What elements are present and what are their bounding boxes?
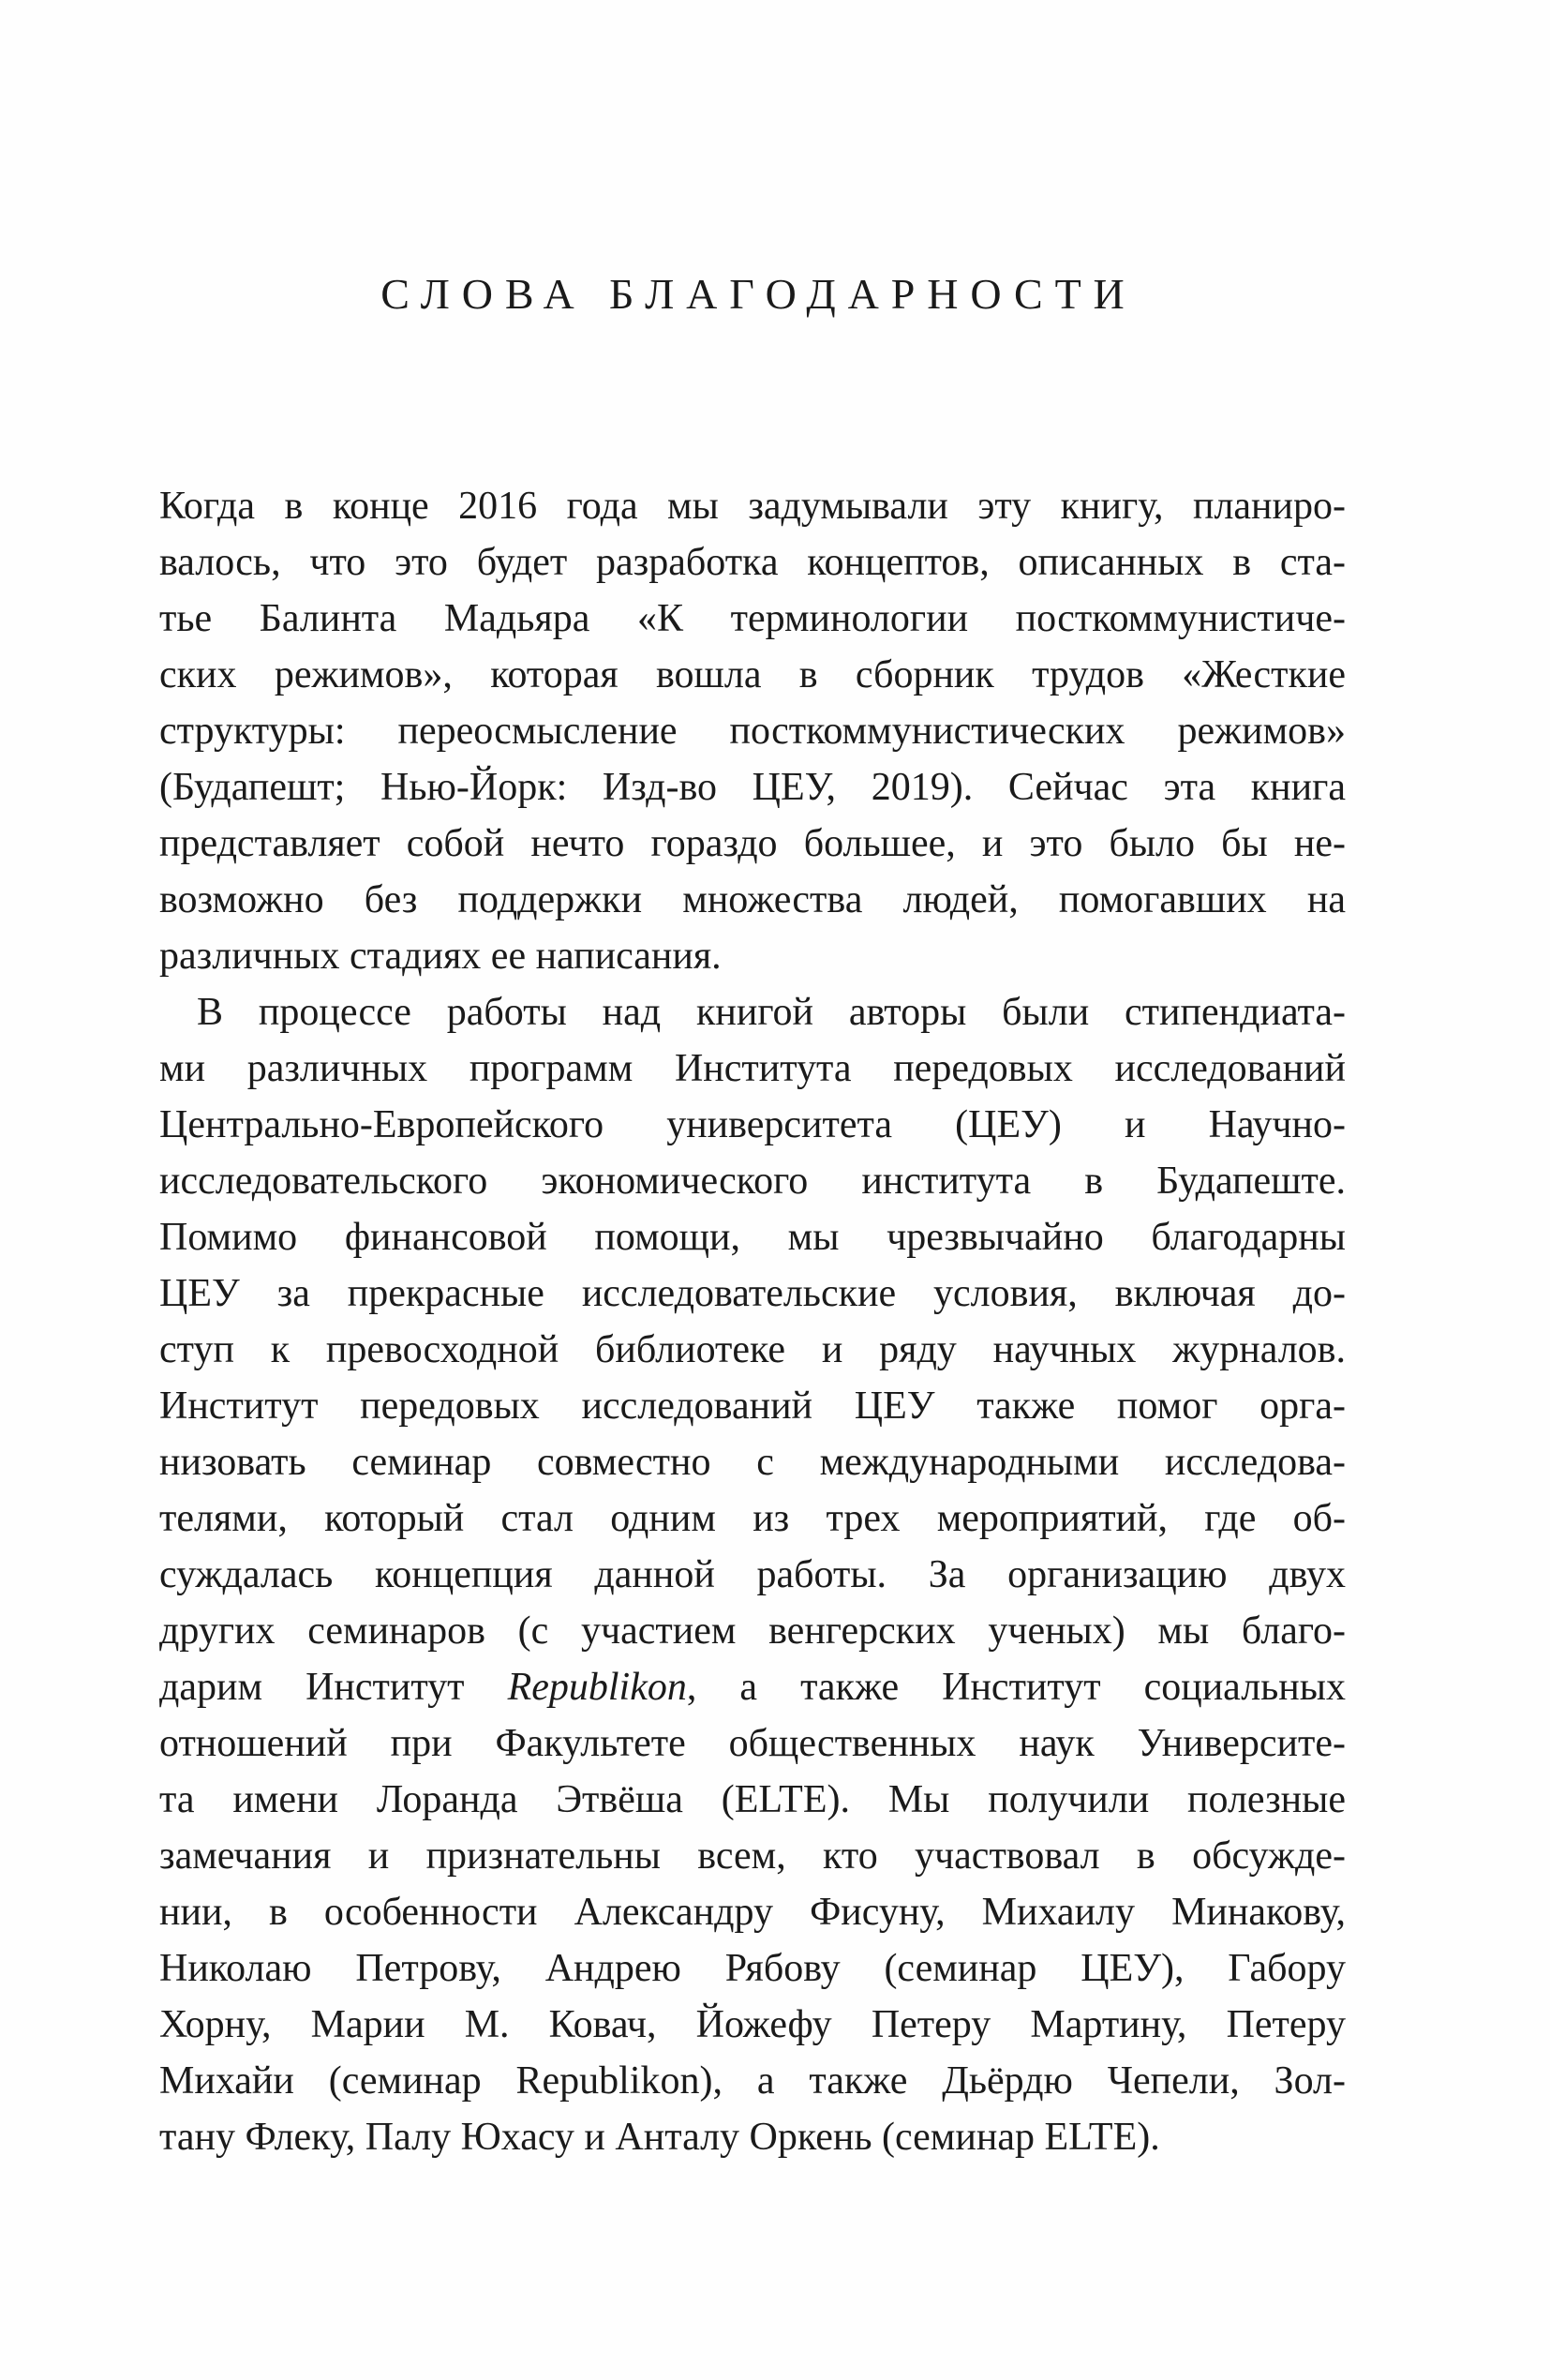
text-line: Институт передовых исследований ЦЕУ также помог орга-	[159, 1385, 1346, 1428]
text-line: Михайи (семинар Republikon), а также Дьёрдю Чепели, Зол-	[159, 2059, 1346, 2103]
text-line: та имени Лоранда Этвёша (ELTE). Мы получили полезные	[159, 1778, 1346, 1821]
text-line: тье Балинта Мадьяра «К терминологии посткоммунистиче-	[159, 597, 1346, 640]
text-line: Помимо финансовой помощи, мы чрезвычайно благодарны	[159, 1216, 1346, 1259]
paragraph	[159, 984, 1346, 2165]
text-line: валось, что это будет разработка концептов, описанных в ста-	[159, 541, 1346, 584]
text-line: В процессе работы над книгой авторы были стипендиата-	[197, 991, 1346, 1034]
text-line	[159, 1659, 1346, 1715]
text-segment: , а также Институт социальных	[686, 1666, 1346, 1709]
text-line: ми различных программ Института передовых исследований	[159, 1047, 1346, 1090]
italic-text: Republikon	[507, 1666, 687, 1709]
text-line: представляет собой нечто гораздо большее, и это было бы не-	[159, 822, 1346, 865]
page-title: СЛОВА БЛАГОДАРНОСТИ	[380, 270, 1137, 318]
text-line: исследовательского экономического института в Будапеште.	[159, 1160, 1346, 1203]
text-line: отношений при Факультете общественных наук Университе-	[159, 1722, 1346, 1765]
text-line: Хорну, Марии М. Ковач, Йожефу Петеру Мартину, Петеру	[159, 2003, 1346, 2046]
text-line: Центрально-Европейского университета (ЦЕУ) и Научно-	[159, 1103, 1346, 1146]
text-line: тану Флеку, Палу Юхасу и Анталу Оркень (семинар ELTE).	[159, 2116, 1160, 2159]
text-line: возможно без поддержки множества людей, помогавших на	[159, 878, 1346, 921]
text-line: ских режимов», которая вошла в сборник трудов «Жесткие	[159, 653, 1346, 696]
body-text	[159, 478, 1346, 2165]
text-line: других семинаров (с участием венгерских ученых) мы благо-	[159, 1609, 1346, 1653]
text-line: структуры: переосмысление посткоммунистических режимов»	[159, 710, 1346, 753]
paragraph	[159, 478, 1346, 984]
text-line: (Будапешт; Нью-Йорк: Изд-во ЦЕУ, 2019). Сейчас эта книга	[159, 766, 1346, 809]
text-segment: дарим Институт	[159, 1666, 508, 1709]
text-line: различных стадиях ее написания.	[159, 935, 722, 978]
text-line: низовать семинар совместно с международными исследова-	[159, 1441, 1346, 1484]
text-line: суждалась концепция данной работы. За организацию двух	[159, 1553, 1346, 1596]
text-line: ЦЕУ за прекрасные исследовательские условия, включая до-	[159, 1272, 1346, 1315]
text-line: Когда в конце 2016 года мы задумывали эту книгу, планиро-	[159, 485, 1346, 528]
text-line: замечания и признательны всем, кто участвовал в обсужде-	[159, 1834, 1346, 1878]
text-line: нии, в особенности Александру Фисуну, Михаилу Минакову,	[159, 1891, 1346, 1934]
text-line: Николаю Петрову, Андрею Рябову (семинар ЦЕУ), Габору	[159, 1947, 1346, 1990]
text-line: телями, который стал одним из трех мероприятий, где об-	[159, 1497, 1346, 1540]
text-line: ступ к превосходной библиотеке и ряду научных журналов.	[159, 1328, 1346, 1371]
